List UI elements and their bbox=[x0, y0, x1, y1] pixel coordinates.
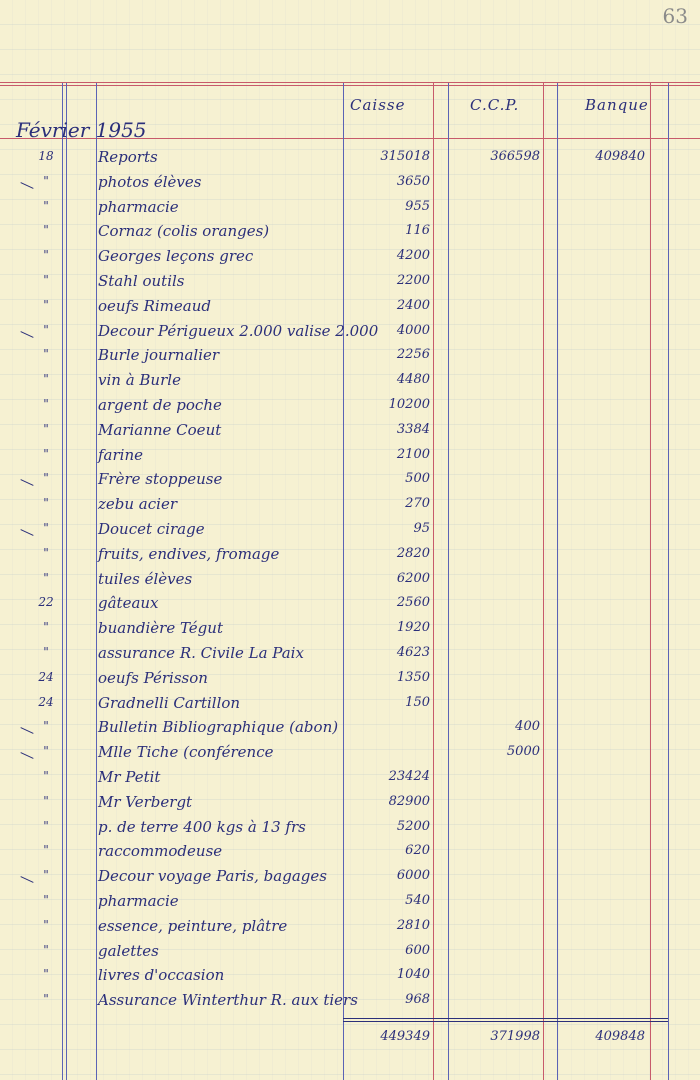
row-description: gâteaux bbox=[98, 594, 159, 613]
row-date: " bbox=[43, 744, 49, 759]
date-column-rule-left-2 bbox=[66, 83, 67, 1080]
row-amount-caisse: 150 bbox=[405, 694, 430, 710]
row-description: argent de poche bbox=[98, 396, 222, 414]
row-description: essence, peinture, plâtre bbox=[98, 916, 288, 935]
row-amount-caisse: 600 bbox=[405, 942, 430, 958]
banque-column-rule-red bbox=[650, 83, 651, 1080]
row-description: Stahl outils bbox=[98, 272, 185, 290]
top-rule-red bbox=[0, 82, 700, 83]
row-description: pharmacie bbox=[98, 197, 179, 216]
caisse-column-rule-red bbox=[433, 83, 434, 1080]
row-amount-caisse: 2560 bbox=[396, 595, 430, 611]
row-date: " bbox=[43, 793, 49, 808]
row-date: " bbox=[43, 893, 49, 907]
row-amount-caisse: 2100 bbox=[396, 446, 430, 462]
row-date: 24 bbox=[38, 694, 54, 709]
month-heading: Février 1955 bbox=[16, 118, 147, 142]
row-date: " bbox=[43, 719, 49, 734]
row-description: Mlle Tiche (conférence bbox=[98, 743, 274, 762]
row-date: " bbox=[43, 347, 49, 362]
row-description: Decour voyage Paris, bagages bbox=[98, 867, 327, 886]
row-date: " bbox=[43, 372, 49, 387]
row-date: " bbox=[43, 769, 49, 783]
row-description: photos élèves bbox=[98, 172, 202, 191]
row-amount-caisse: 23424 bbox=[388, 769, 430, 784]
row-amount-caisse: 95 bbox=[413, 521, 430, 536]
row-description: Gradnelli Cartillon bbox=[98, 693, 241, 712]
row-date: " bbox=[43, 570, 49, 585]
row-description: raccommodeuse bbox=[98, 842, 223, 861]
header-caisse: Caisse bbox=[350, 96, 406, 114]
row-amount-caisse: 2256 bbox=[396, 347, 430, 363]
row-date: " bbox=[43, 942, 49, 957]
row-description: Mr Petit bbox=[98, 768, 161, 786]
row-amount-caisse: 4000 bbox=[396, 322, 430, 338]
page-number: 63 bbox=[662, 4, 688, 28]
row-description: assurance R. Civile La Paix bbox=[98, 644, 304, 662]
row-date: " bbox=[43, 843, 49, 858]
row-amount-caisse: 6200 bbox=[396, 570, 430, 586]
banque-column-rule-left bbox=[557, 83, 558, 1080]
row-amount-banque: 409840 bbox=[595, 149, 645, 164]
row-description: zebu acier bbox=[98, 495, 177, 514]
row-description: Reports bbox=[98, 148, 158, 166]
banque-column-rule-right bbox=[668, 83, 669, 1080]
row-description: p. de terre 400 kgs à 13 frs bbox=[98, 817, 306, 836]
row-amount-caisse: 968 bbox=[405, 992, 430, 1008]
row-amount-caisse: 315018 bbox=[380, 149, 430, 164]
row-description: Decour Périgueux 2.000 valise 2.000 bbox=[98, 321, 379, 340]
row-amount-caisse: 540 bbox=[405, 893, 430, 908]
row-date: " bbox=[43, 545, 49, 560]
row-amount-caisse: 116 bbox=[405, 223, 430, 239]
row-date: " bbox=[43, 992, 49, 1007]
row-description: buandière Tégut bbox=[98, 619, 223, 638]
row-amount-caisse: 2820 bbox=[396, 545, 430, 561]
row-description: Burle journalier bbox=[98, 346, 220, 365]
date-column-rule-left bbox=[62, 83, 63, 1080]
header-ccp: C.C.P. bbox=[470, 96, 520, 114]
row-date: " bbox=[43, 322, 49, 337]
row-amount-caisse: 1350 bbox=[396, 669, 430, 685]
row-description: Frère stoppeuse bbox=[98, 470, 223, 489]
row-date: 24 bbox=[38, 669, 54, 684]
row-date: " bbox=[43, 818, 49, 833]
total-caisse: 449349 bbox=[380, 1029, 430, 1044]
row-amount-ccp: 5000 bbox=[506, 744, 540, 760]
row-description: Marianne Coeut bbox=[98, 420, 222, 439]
row-date: " bbox=[43, 868, 49, 883]
row-amount-caisse: 620 bbox=[405, 843, 430, 859]
row-description: oeufs Périsson bbox=[98, 668, 208, 687]
row-date: " bbox=[43, 273, 49, 287]
row-amount-caisse: 6000 bbox=[396, 868, 430, 884]
row-date: " bbox=[43, 397, 49, 411]
row-amount-caisse: 4480 bbox=[396, 372, 430, 388]
row-description: oeufs Rimeaud bbox=[98, 296, 211, 315]
ccp-column-rule-left bbox=[448, 83, 449, 1080]
row-date: " bbox=[43, 521, 49, 535]
row-amount-caisse: 1920 bbox=[396, 620, 430, 636]
row-description: Bulletin Bibliographique (abon) bbox=[98, 718, 339, 737]
row-date: " bbox=[43, 198, 49, 213]
header-banque: Banque bbox=[585, 96, 649, 114]
total-rule bbox=[343, 1018, 668, 1019]
total-banque: 409848 bbox=[595, 1029, 645, 1044]
row-date: 22 bbox=[38, 595, 54, 610]
row-description: tuiles élèves bbox=[98, 569, 193, 588]
row-amount-caisse: 500 bbox=[405, 471, 430, 487]
row-amount-caisse: 2200 bbox=[396, 273, 430, 288]
row-description: Doucet cirage bbox=[98, 520, 205, 538]
row-date: " bbox=[43, 620, 49, 635]
row-date: " bbox=[43, 446, 49, 461]
total-ccp: 371998 bbox=[490, 1029, 540, 1044]
row-description: Mr Verbergt bbox=[98, 792, 193, 811]
row-date: 18 bbox=[38, 149, 54, 163]
row-date: " bbox=[43, 471, 49, 486]
top-rule-red-2 bbox=[0, 85, 700, 86]
row-description: farine bbox=[98, 445, 143, 464]
row-amount-caisse: 5200 bbox=[396, 818, 430, 834]
row-date: " bbox=[43, 496, 49, 511]
row-amount-caisse: 2810 bbox=[396, 917, 430, 933]
row-description: Assurance Winterthur R. aux tiers bbox=[98, 991, 358, 1010]
caisse-column-rule-left bbox=[343, 83, 344, 1080]
row-description: pharmacie bbox=[98, 892, 179, 910]
row-description: Georges leçons grec bbox=[98, 247, 254, 266]
row-date: " bbox=[43, 917, 49, 932]
row-date: " bbox=[43, 297, 49, 312]
row-amount-caisse: 82900 bbox=[388, 793, 430, 809]
row-description: galettes bbox=[98, 941, 159, 960]
row-date: " bbox=[43, 645, 49, 659]
ccp-column-rule-red bbox=[543, 83, 544, 1080]
row-description: livres d'occasion bbox=[98, 966, 225, 985]
row-description: Cornaz (colis oranges) bbox=[98, 222, 270, 241]
row-amount-caisse: 3650 bbox=[396, 173, 430, 189]
row-amount-caisse: 2400 bbox=[396, 297, 430, 313]
row-amount-caisse: 1040 bbox=[396, 967, 430, 983]
row-amount-caisse: 4200 bbox=[396, 248, 430, 264]
row-date: " bbox=[43, 248, 49, 263]
row-date: " bbox=[43, 173, 49, 188]
date-column-rule-right bbox=[96, 83, 97, 1080]
row-amount-ccp: 366598 bbox=[490, 149, 540, 164]
row-date: " bbox=[43, 421, 49, 436]
row-amount-caisse: 10200 bbox=[388, 397, 430, 412]
row-amount-caisse: 955 bbox=[405, 198, 430, 214]
row-amount-caisse: 3384 bbox=[396, 421, 430, 437]
total-rule-double bbox=[343, 1021, 668, 1022]
row-date: " bbox=[43, 223, 49, 238]
row-date: " bbox=[43, 967, 49, 982]
row-amount-caisse: 4623 bbox=[396, 645, 430, 660]
row-amount-caisse: 270 bbox=[405, 496, 430, 512]
row-description: vin à Burle bbox=[98, 371, 181, 390]
row-description: fruits, endives, fromage bbox=[98, 544, 280, 563]
row-amount-ccp: 400 bbox=[515, 719, 540, 735]
